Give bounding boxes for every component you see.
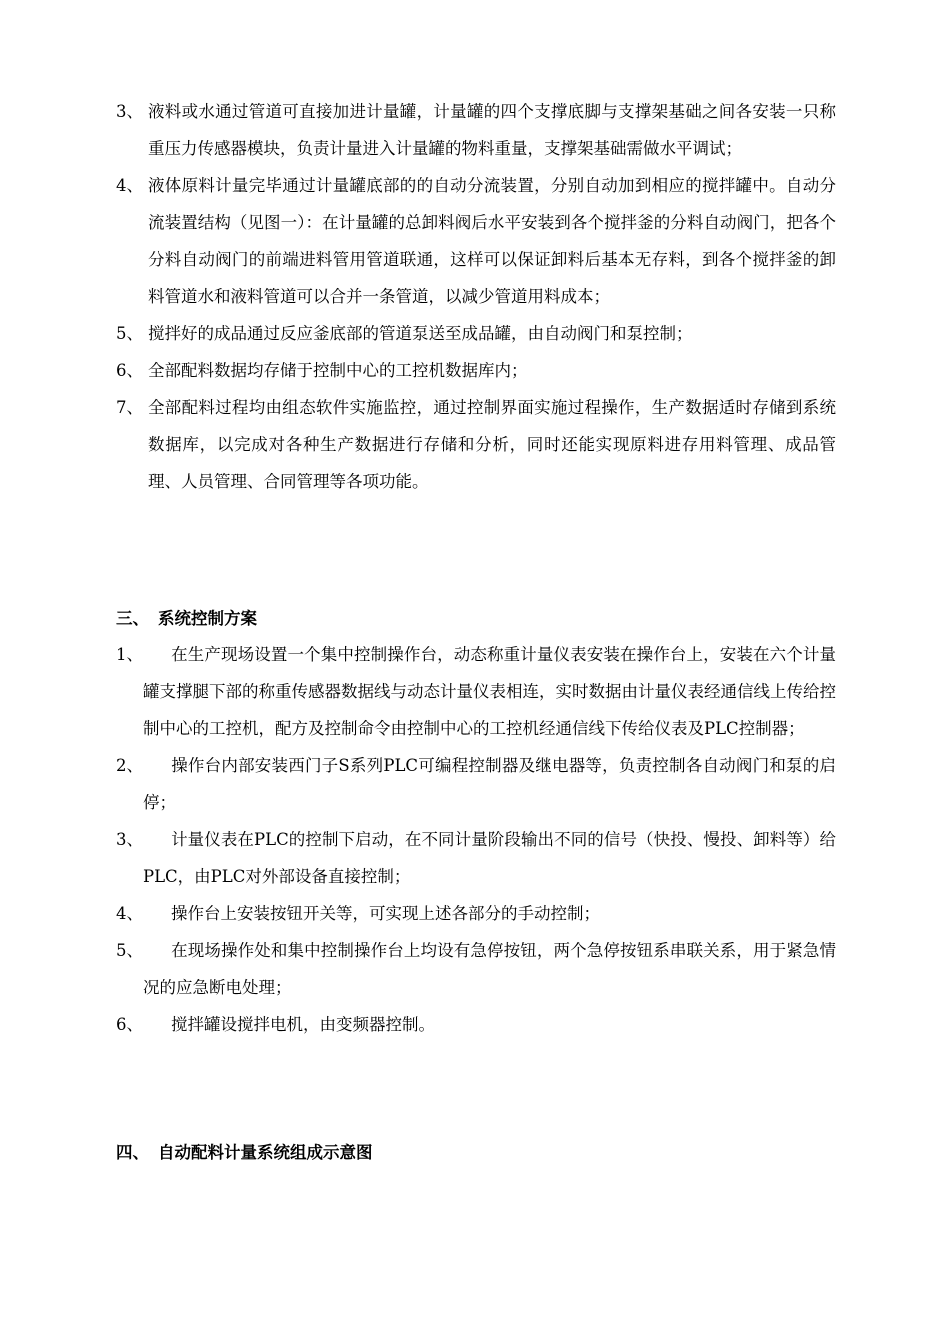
item-number: 5、 bbox=[116, 324, 143, 343]
list-item bbox=[116, 895, 836, 932]
list-item bbox=[116, 352, 836, 389]
item-text: 操作台上安装按钮开关等，可实现上述各部分的手动控制； bbox=[171, 904, 600, 923]
item-text: 全部配料过程均由组态软件实施监控，通过控制界面实施过程操作，生产数据适时存储到系统数据库，以完成对各种生产数据进行存储和分析，同时还能实现原料进存用料管理、成品管理、人员管理、合同管理等各项功能。 bbox=[148, 398, 836, 491]
item-text: 全部配料数据均存储于控制中心的工控机数据库内； bbox=[148, 361, 528, 380]
item-number: 2、 bbox=[116, 756, 143, 775]
item-number: 6、 bbox=[116, 1015, 143, 1034]
list-item bbox=[116, 932, 836, 1006]
item-text: 液体原料计量完毕通过计量罐底部的的自动分流装置，分别自动加到相应的搅拌罐中。自动分流装置结构（见图一）：在计量罐的总卸料阀后水平安装到各个搅拌釜的分料自动阀门，把各个分料自动阀门的前端进料管用管道联通，这样可以保证卸料后基本无存料，到各个搅拌釜的卸料管道水和液料管道可以合并一条管道，以减少管道用料成本； bbox=[148, 176, 836, 306]
item-text: 搅拌罐设搅拌电机，由变频器控制。 bbox=[171, 1015, 435, 1034]
item-number: 6、 bbox=[116, 361, 143, 380]
item-number: 4、 bbox=[116, 904, 143, 923]
item-text: 计量仪表在PLC的控制下启动，在不同计量阶段输出不同的信号（快投、慢投、卸料等）给PLC，由PLC对外部设备直接控制； bbox=[143, 830, 836, 886]
list-item bbox=[116, 389, 836, 500]
item-text: 液料或水通过管道可直接加进计量罐，计量罐的四个支撑底脚与支撑架基础之间各安装一只称重压力传感器模块，负责计量进入计量罐的物料重量，支撑架基础需做水平调试； bbox=[148, 102, 836, 158]
section-heading-system-diagram bbox=[116, 1138, 373, 1168]
item-text: 在现场操作处和集中控制操作台上均设有急停按钮，两个急停按钮系串联关系，用于紧急情况的应急断电处理； bbox=[143, 941, 836, 997]
item-text: 在生产现场设置一个集中控制操作台，动态称重计量仪表安装在操作台上，安装在六个计量罐支撑腿下部的称重传感器数据线与动态计量仪表相连，实时数据由计量仪表经通信线上传给控制中心的工控机，配方及控制命令由控制中心的工控机经通信线下传给仪表及PLC控制器； bbox=[143, 645, 836, 738]
section-heading-control-plan bbox=[116, 604, 257, 634]
item-text: 搅拌好的成品通过反应釜底部的管道泵送至成品罐，由自动阀门和泵控制； bbox=[148, 324, 693, 343]
list-item bbox=[116, 636, 836, 747]
item-text: 操作台内部安装西门子S系列PLC可编程控制器及继电器等，负责控制各自动阀门和泵的启停； bbox=[143, 756, 836, 812]
list-item bbox=[116, 167, 836, 315]
list-item bbox=[116, 747, 836, 821]
section-number: 四、 bbox=[116, 1143, 149, 1162]
section-title: 自动配料计量系统组成示意图 bbox=[158, 1143, 373, 1162]
list-item bbox=[116, 315, 836, 352]
process-list bbox=[116, 93, 836, 500]
item-number: 3、 bbox=[116, 830, 143, 849]
item-number: 1、 bbox=[116, 645, 143, 664]
list-item bbox=[116, 821, 836, 895]
item-number: 4、 bbox=[116, 176, 143, 195]
list-item bbox=[116, 1006, 836, 1043]
section-number: 三、 bbox=[116, 609, 149, 628]
item-number: 3、 bbox=[116, 102, 143, 121]
item-number: 5、 bbox=[116, 941, 143, 960]
list-item bbox=[116, 93, 836, 167]
section-title: 系统控制方案 bbox=[158, 609, 257, 628]
control-plan-list bbox=[116, 636, 836, 1043]
item-number: 7、 bbox=[116, 398, 143, 417]
